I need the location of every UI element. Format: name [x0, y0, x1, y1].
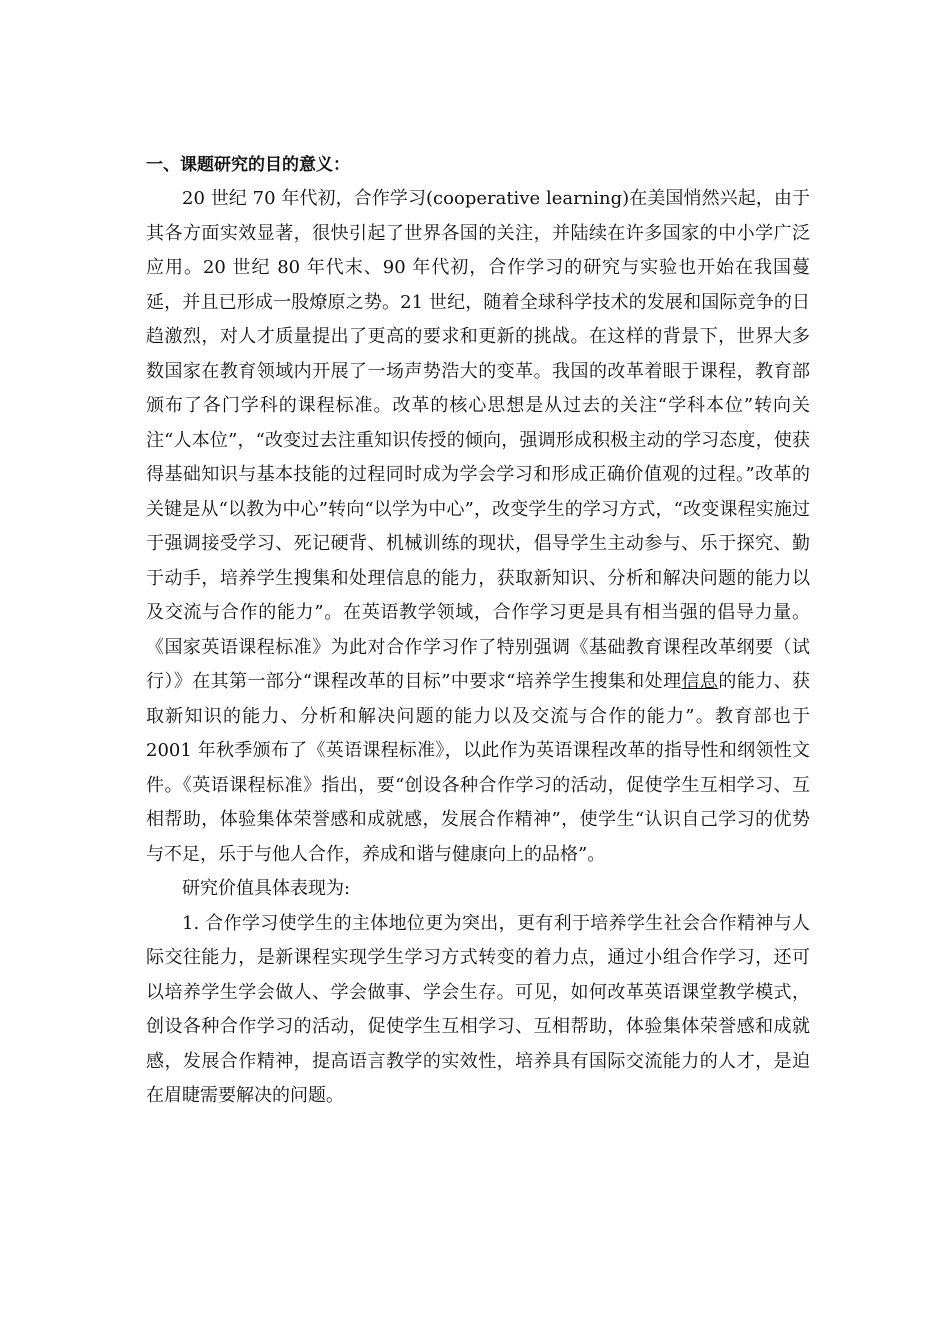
underlined-word-information: 信息 — [681, 671, 719, 692]
section-heading: 一、课题研究的目的意义： — [146, 155, 350, 175]
paragraph-research-value-intro: 研究价值具体表现为: — [182, 878, 351, 899]
paragraph-background — [146, 182, 810, 872]
paragraph-research-value-1: 1. 合作学习使学生的主体地位更为突出，更有利于培养学生社会合作精神与人际交往能力，是新课程实现学生学习方式转变的着力点，通过小组合作学习，还可以培养学生学会做人、学会做事、学会生存。可见，如何改革英语课堂教学模式，创设各种合作学习的活动，促使学生互相学习、互相帮助，体验集体荣誉感和成就感，发展合作精神，提高语言教学的实效性，培养具有国际交流能力的人才，是迫在眉睫需要解决的问题。 — [146, 912, 810, 1106]
paragraph-background-text-2: 的能力、获取新知识的能力、分析和解决问题的能力以及交流与合作的能力”。教育部也于 2001 年秋季颁布了《英语课程标准》，以此作为英语课程改革的指导性和纲领性文件。《英语课程标准》指出，要“创设各种合作学习的活动，促使学生互相学习、互相帮助，体验集体荣誉感和成就感，发展合作精神”，使学生“认识自己学习的优势与不足，乐于与他人合作，养成和谐与健康向上的品格”。 — [146, 671, 811, 865]
document-body — [146, 150, 810, 1114]
paragraph-background-text-1: 20 世纪 70 年代初，合作学习(cooperative learning)在美国悄然兴起，由于其各方面实效显著，很快引起了世界各国的关注，并陆续在许多国家的中小学广泛应用。20 世纪 80 年代末、90 年代初，合作学习的研究与实验也开始在我国蔓延，并且已形成一股燎原之势。21 世纪，随着全球科学技术的发展和国际竞争的日趋激烈，对人才质量提出了更高的要求和更新的挑战。在这样的背景下，世界大多数国家在教育领域内开展了一场声势浩大的变革。我国的改革着眼于课程，教育部颁布了各门学科的课程标准。改革的核心思想是从过去的关注“学科本位”转向关注“人本位”，“改变过去注重知识传授的倾向，强调形成积极主动的学习态度，使获得基础知识与基本技能的过程同时成为学会学习和形成正确价值观的过程。”改革的关键是从“以教为中心”转向“以学为中心”，改变学生的学习方式，“改变课程实施过于强调接受学习、死记硬背、机械训练的现状，倡导学生主动参与、乐于探究、勤于动手，培养学生搜集和处理信息的能力，获取新知识、分析和解决问题的能力以及交流与合作的能力”。在英语教学领域，合作学习更是具有相当强的倡导力量。《国家英语课程标准》为此对合作学习作了特别强调《基础教育课程改革纲要（试行）》在其第一部分“课程改革的目标”中要求“培养学生搜集和处理 — [146, 188, 810, 692]
